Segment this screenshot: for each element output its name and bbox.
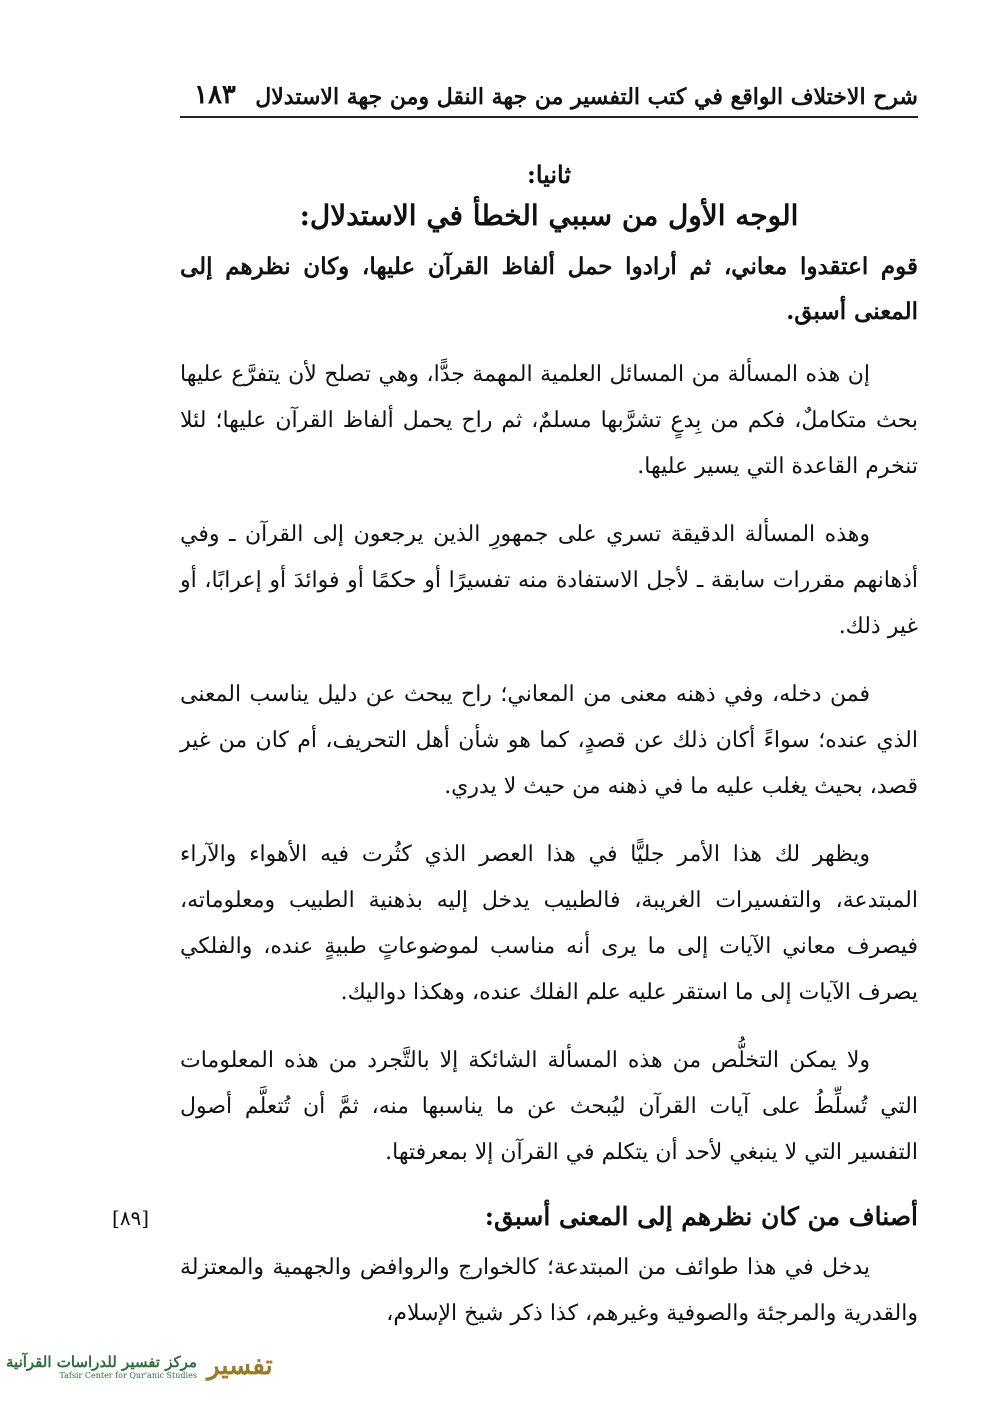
publisher-logo (6, 1336, 296, 1396)
running-header (180, 60, 918, 118)
paragraph-3: فمن دخله، وفي ذهنه معنى من المعاني؛ راح يبحث عن دليل يناسب المعنى الذي عنده؛ سواءً أكان ذلك عن قصدٍ، كما هو شأن أهل التحريف، أم كان من غير قصد، بحيث يغلب عليه ما في ذهنه من حيث لا يدري. (180, 682, 918, 799)
paragraph-5: ولا يمكن التخلُّص من هذه المسألة الشائكة إلا بالتَّجرد من هذه المعلومات التي تُسلِّطُ على آيات القرآن ليُبحث عن ما يناسبها منه، ثمَّ أن تُتعلَّم أصول التفسير التي لا ينبغي لأحد أن يتكلم في القرآن إلا بمعرفتها. (180, 1048, 918, 1165)
logo-english-text: Tafsir Center for Qur'anic Studies (59, 1370, 197, 1380)
section-statement: قوم اعتقدوا معاني، ثم أرادوا حمل ألفاظ القرآن عليها، وكان نظرهم إلى المعنى أسبق. (180, 253, 918, 325)
subsection-paragraph: يدخل في هذا طوائف من المبتدعة؛ كالخوارج والروافض والجهمية والمعتزلة والقدرية والمرجئة والصوفية وغيرهم، كذا ذكر شيخ الإسلام، (180, 1255, 918, 1326)
logo-arabic-text: مركز تفسير للدراسات القرآنية (6, 1352, 197, 1371)
subsection-title: أصناف من كان نظرهم إلى المعنى أسبق: (484, 1202, 918, 1231)
logo-mark-icon: تفسير (206, 1351, 273, 1381)
header-title: شرح الاختلاف الواقع في كتب التفسير من جهة النقل ومن جهة الاستدلال (255, 84, 918, 110)
paragraph-4: ويظهر لك هذا الأمر جليًّا في هذا العصر الذي كثُرت فيه الأهواء والآراء المبتدعة، والتفسيرات الغريبة، فالطبيب يدخل إليه بذهنية الطبيب ومعلوماته، فيصرف معاني الآيات إلى ما يرى أنه مناسب لموضوعاتٍ طبيةٍ عنده، والفلكي يصرف الآيات إلى ما استقر عليه علم الفلك عنده، وهكذا دواليك. (180, 842, 918, 1005)
section-title: الوجه الأول من سببي الخطأ في الاستدلال: (299, 199, 799, 232)
section-number: ثانيا: (526, 160, 572, 189)
paragraph-1: إن هذه المسألة من المسائل العلمية المهمة جدًّا، وهي تصلح لأن يتفرَّع عليها بحث متكاملٌ، فكم من بِدعٍ تشرَّبها مسلمٌ، ثم راح يحمل ألفاظ القرآن عليها؛ لئلا تنخرم القاعدة التي يسير عليها. (180, 362, 918, 479)
logo-text (6, 1353, 197, 1380)
margin-reference: [٨٩] (112, 1206, 150, 1230)
page-number: ١٨٣ (194, 80, 236, 110)
paragraph-2: وهذه المسألة الدقيقة تسري على جمهورِ الذين يرجعون إلى القرآن ـ وفي أذهانهم مقررات سابقة ـ لأجل الاستفادة منه تفسيرًا أو حكمًا أو فوائدَ أو إعرابًا، أو غير ذلك. (180, 522, 918, 639)
subsection-heading-row (112, 1202, 918, 1231)
book-page (112, 60, 918, 1359)
